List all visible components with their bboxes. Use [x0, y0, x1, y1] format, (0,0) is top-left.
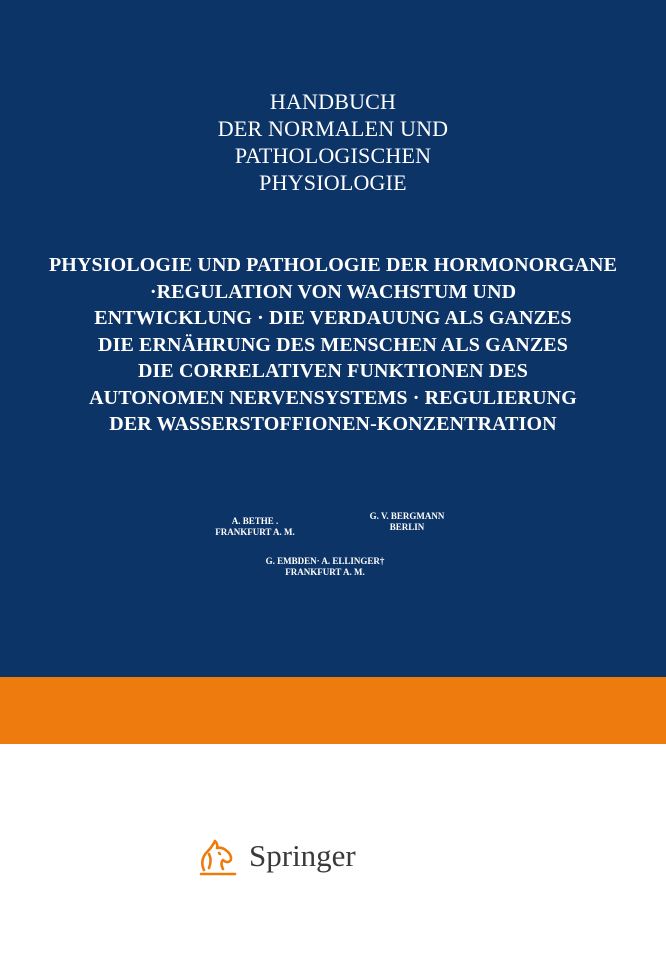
- subject-line: AUTONOMEN NERVENSYSTEMS · REGULIERUNG: [89, 386, 577, 409]
- accent-band: [0, 677, 666, 744]
- editor-bethe: [190, 516, 320, 538]
- editor-bergmann: [342, 511, 472, 533]
- subject-line: ·REGULATION VON WACHSTUM UND: [149, 280, 517, 303]
- editor-embden-ellinger: [240, 556, 410, 578]
- publisher-logo: [195, 832, 356, 880]
- subject-line: DIE CORRELATIVEN FUNKTIONEN DES: [137, 360, 528, 382]
- editor-place: FRANKFURT A. M.: [285, 567, 365, 577]
- subject-line: DER WASSERSTOFFIONEN-KONZENTRATION: [109, 413, 557, 435]
- series-title-line: PATHOLOGISCHEN: [234, 143, 432, 168]
- subject-line: DIE ERNÄHRUNG DES MENSCHEN ALS GANZES: [98, 333, 568, 356]
- publisher-name: Springer: [249, 838, 356, 873]
- series-title-line: DER NORMALEN UND: [217, 116, 449, 141]
- series-title-line: PHYSIOLOGIE: [259, 170, 407, 195]
- springer-horse-icon: [195, 833, 241, 879]
- editor-place: FRANKFURT A. M.: [215, 527, 295, 537]
- editor-name: G. V. BERGMANN: [369, 511, 445, 521]
- series-title: [0, 88, 666, 196]
- subject-line: ENTWICKLUNG · DIE VERDAUUNG ALS GANZES: [94, 307, 572, 329]
- editor-name: G. EMBDEN· A. ELLINGER†: [265, 556, 385, 566]
- subject-line: PHYSIOLOGIE UND PATHOLOGIE DER HORMONORGANE: [48, 254, 618, 276]
- editor-name: A. BETHE .: [231, 516, 279, 526]
- series-title-line: HANDBUCH: [269, 89, 397, 114]
- editor-place: BERLIN: [389, 522, 425, 532]
- volume-subject: [0, 252, 666, 438]
